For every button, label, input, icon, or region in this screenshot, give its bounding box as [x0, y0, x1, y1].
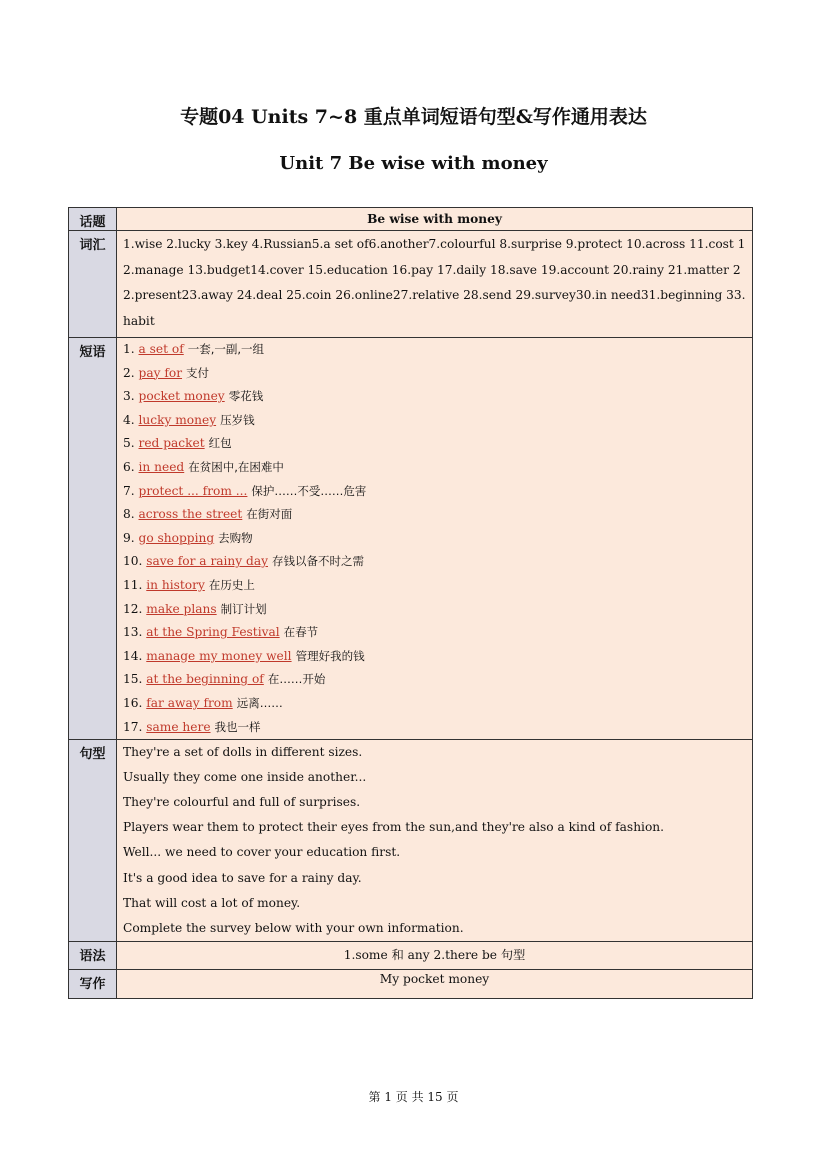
phrase-english: a set of — [138, 342, 184, 356]
phrase-english: save for a rainy day — [146, 554, 268, 569]
phrase-item — [123, 432, 746, 456]
phrase-chinese: 管理好我的钱 — [295, 648, 365, 663]
phrase-english: far away from — [146, 695, 233, 710]
vocab-label: 词汇 — [69, 231, 117, 338]
phrase-english: in history — [146, 577, 205, 592]
grammar-row — [69, 941, 753, 969]
phrase-chinese: 保护……不受……危害 — [251, 483, 367, 498]
phrase-chinese: 支付 — [186, 365, 210, 380]
phrase-english: red packet — [138, 436, 205, 451]
sentence-item: Usually they come one inside another... — [123, 770, 367, 785]
phrase-chinese: 在……开始 — [267, 672, 326, 687]
phrase-number: 5. — [123, 436, 135, 451]
phrase-english: in need — [138, 459, 185, 474]
sentences-label: 句型 — [69, 740, 117, 942]
phrase-chinese: 存钱以备不时之需 — [272, 554, 364, 569]
phrase-number: 17. — [123, 719, 143, 734]
phrase-number: 14. — [123, 648, 143, 663]
phrase-english: pocket money — [138, 389, 225, 404]
sentence-list — [123, 740, 746, 941]
phrase-number: 13. — [123, 625, 143, 640]
sentence-item: They're colourful and full of surprises. — [123, 795, 361, 810]
phrase-item — [123, 385, 746, 409]
sentence-item: Complete the survey below with your own information. — [123, 920, 464, 935]
phrase-item — [123, 574, 746, 598]
writing-row — [69, 969, 753, 998]
phrase-item — [123, 362, 746, 386]
sentence-item: That will cost a lot of money. — [123, 895, 301, 910]
topic-content: Be wise with money — [367, 212, 502, 226]
phrase-number: 10. — [123, 554, 143, 569]
sentence-item: It's a good idea to save for a rainy day. — [123, 870, 362, 885]
phrase-item — [123, 503, 746, 527]
phrase-item — [123, 480, 746, 504]
phrase-chinese: 我也一样 — [214, 719, 261, 734]
phrase-english: at the beginning of — [146, 672, 264, 687]
phrase-chinese: 去购物 — [218, 530, 253, 545]
phrase-chinese: 一套,一副,一组 — [187, 342, 265, 356]
phrase-number: 3. — [123, 389, 135, 404]
topic-row — [69, 208, 753, 231]
phrase-item — [123, 338, 746, 362]
phrase-chinese: 远离…… — [236, 695, 283, 710]
unit-subtitle: Unit 7 Be wise with money — [279, 153, 548, 174]
vocab-row — [69, 231, 753, 338]
phrase-english: pay for — [138, 365, 183, 380]
phrase-number: 6. — [123, 459, 135, 474]
phrase-item — [123, 621, 746, 645]
phrase-english: protect ... from ... — [138, 483, 248, 498]
phrase-item — [123, 409, 746, 433]
phrase-chinese: 制订计划 — [220, 601, 267, 616]
phrase-number: 1. — [123, 342, 135, 356]
writing-content: My pocket money — [379, 971, 490, 986]
phrase-english: same here — [146, 719, 211, 734]
phrase-chinese: 在春节 — [283, 625, 319, 640]
phrase-chinese: 零花钱 — [228, 389, 264, 404]
phrase-item — [123, 550, 746, 574]
phrase-english: lucky money — [138, 412, 217, 427]
phrase-item — [123, 456, 746, 480]
sentence-item: Well... we need to cover your education first. — [123, 845, 401, 860]
page-footer: 第 1 页 共 15 页 — [368, 1090, 459, 1104]
phrase-chinese: 在历史上 — [208, 577, 255, 592]
phrases-row — [69, 338, 753, 740]
grammar-label: 语法 — [69, 941, 117, 969]
writing-label: 写作 — [69, 969, 117, 998]
phrase-list — [123, 338, 746, 739]
phrases-label: 短语 — [69, 338, 117, 740]
phrase-english: go shopping — [138, 530, 215, 545]
phrase-number: 2. — [123, 365, 135, 380]
phrase-number: 16. — [123, 695, 143, 710]
sentence-item: Players wear them to protect their eyes from the sun,and they're also a kind of fashion. — [123, 820, 664, 835]
phrase-number: 4. — [123, 412, 135, 427]
phrase-number: 8. — [123, 507, 135, 522]
phrase-english: across the street — [138, 507, 243, 522]
phrase-item — [123, 716, 746, 740]
phrase-chinese: 在贫困中,在困难中 — [188, 459, 284, 474]
phrase-english: make plans — [146, 601, 217, 616]
vocab-content: 1.wise 2.lucky 3.key 4.Russian5.a set of6.another7.colourful 8.surprise 9.protect 10.across 11.cost 12.manage 13.budget14.cover 15.education 16.pay 17.daily 18.save 19.account 20.rainy 21.matter 22.present23.away 24.deal 25.coin 26.online27.relative 28.send 29.survey30.in need31.beginning 33.habit — [123, 237, 746, 328]
page-title: 专题04 Units 7~8 重点单词短语句型&写作通用表达 — [180, 106, 647, 128]
phrase-english: manage my money well — [146, 648, 292, 663]
topic-label: 话题 — [69, 208, 117, 231]
phrase-item — [123, 598, 746, 622]
sentence-item: They're a set of dolls in different sizes. — [123, 745, 363, 760]
phrase-english: at the Spring Festival — [146, 625, 280, 640]
phrase-chinese: 压岁钱 — [220, 412, 255, 427]
sentences-row — [69, 740, 753, 942]
phrase-item — [123, 668, 746, 692]
phrase-item — [123, 527, 746, 551]
phrase-number: 7. — [123, 483, 135, 498]
phrase-chinese: 在街对面 — [246, 507, 293, 522]
phrase-number: 12. — [123, 601, 143, 616]
phrase-chinese: 红包 — [208, 436, 232, 451]
summary-table — [68, 207, 753, 999]
phrase-number: 11. — [123, 577, 143, 592]
phrase-item — [123, 645, 746, 669]
phrase-number: 9. — [123, 530, 135, 545]
phrase-item — [123, 692, 746, 716]
phrase-number: 15. — [123, 672, 143, 687]
grammar-content: 1.some 和 any 2.there be 句型 — [343, 947, 526, 962]
